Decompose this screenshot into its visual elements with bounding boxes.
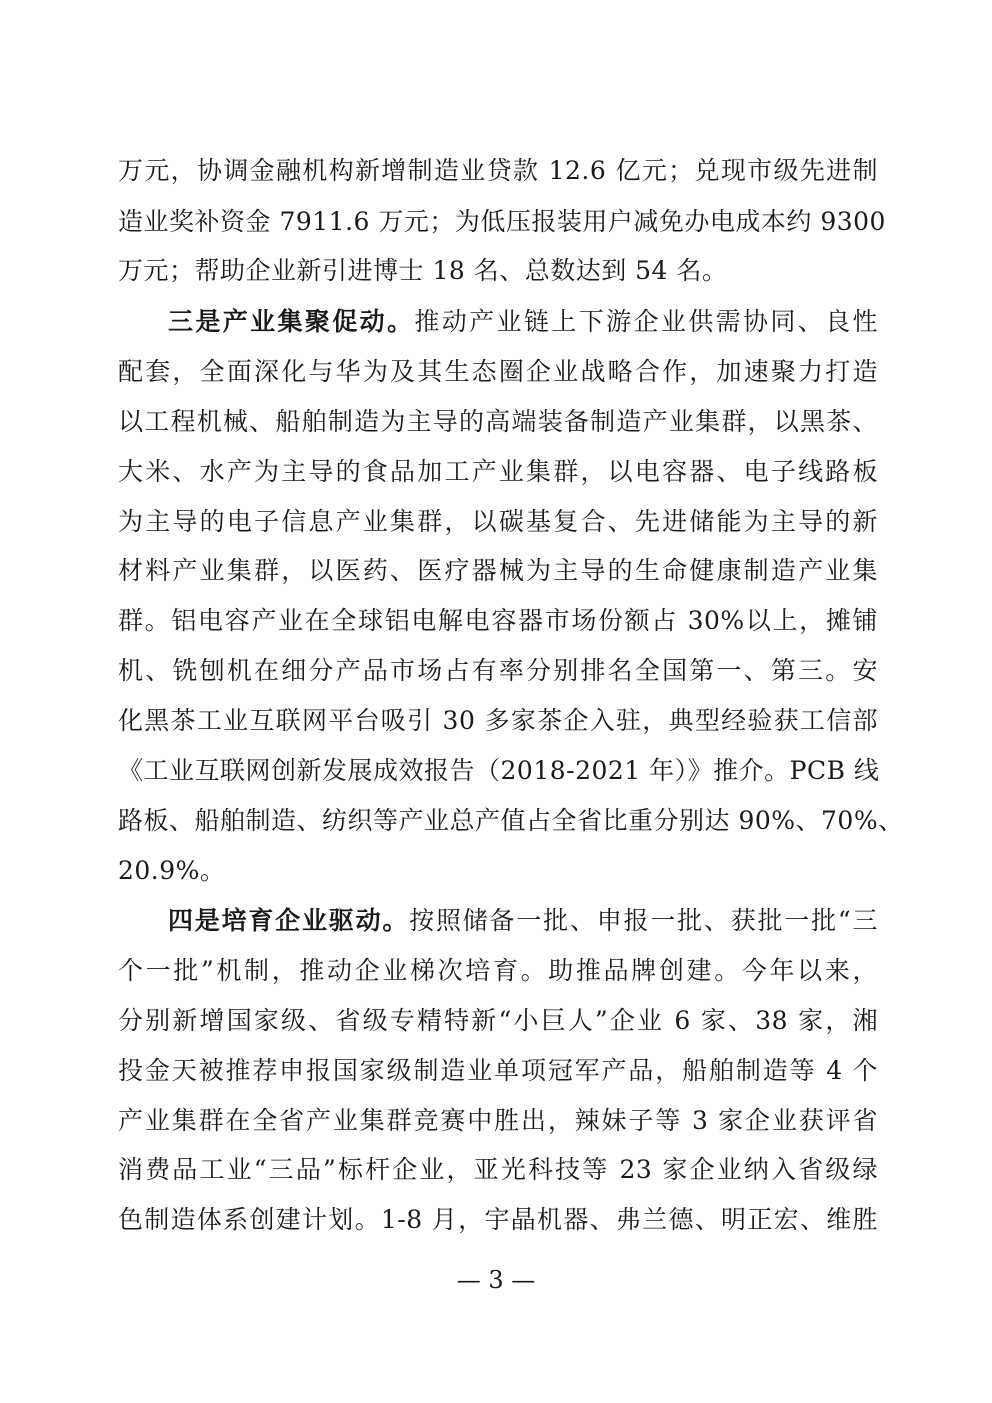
text-line: 《工业互联网创新发展成效报告（2018-2021 年）》推介。PCB 线 (118, 756, 880, 785)
text-line: 化黑茶工业互联网平台吸引 30 多家茶企入驻，典型经验获工信部 (118, 706, 878, 735)
text-line: 路板、船舶制造、纺织等产业总产值占全省比重分别达 90%、70%、 (118, 806, 904, 835)
section-lead: 三是产业集聚促动。 (168, 307, 415, 336)
text-line: 20.9%。 (118, 856, 226, 885)
text-line: 机、铣刨机在细分产品市场占有率分别排名全国第一、第三。安 (118, 656, 878, 685)
text-line: 以工程机械、船舶制造为主导的高端装备制造产业集群，以黑茶、 (118, 407, 878, 436)
text-line: 为主导的电子信息产业集群，以碳基复合、先进储能为主导的新 (118, 507, 878, 536)
section-lead: 四是培育企业驱动。 (168, 906, 410, 935)
text-line: 消费品工业“三品”标杆企业，亚光科技等 23 家企业纳入省级绿 (118, 1155, 878, 1184)
text-line: 分别新增国家级、省级专精特新“小巨人”企业 6 家、38 家，湘 (118, 1006, 878, 1035)
text-line: 群。铝电容产业在全球铝电解电容器市场份额占 30%以上，摊铺 (118, 606, 878, 635)
text-line: 产业集群在全省产业集群竞赛中胜出，辣妹子等 3 家企业获评省 (118, 1106, 878, 1135)
text-line: 造业奖补资金 7911.6 万元；为低压报装用户减免办电成本约 9300 (118, 207, 886, 236)
text-line: 投金天被推荐申报国家级制造业单项冠军产品，船舶制造等 4 个 (118, 1056, 878, 1085)
text-line: 万元；帮助企业新引进博士 18 名、总数达到 54 名。 (118, 256, 728, 285)
text-line: 万元，协调金融机构新增制造业贷款 12.6 亿元；兑现市级先进制 (118, 156, 878, 185)
text-line: 大米、水产为主导的食品加工产业集群，以电容器、电子线路板 (118, 457, 878, 486)
page-number: — 3 — (456, 1266, 536, 1294)
paragraph-heading-line: 四是培育企业驱动。按照储备一批、申报一批、获批一批“三 (168, 906, 878, 935)
text-line: 个一批”机制，推动企业梯次培育。助推品牌创建。今年以来， (118, 956, 878, 985)
text-line: 材料产业集群，以医药、医疗器械为主导的生命健康制造产业集 (118, 556, 878, 585)
text-line: 配套，全面深化与华为及其生态圈企业战略合作，加速聚力打造 (118, 357, 878, 386)
text-line: 色制造体系创建计划。1-8 月，宇晶机器、弗兰德、明正宏、维胜 (118, 1205, 878, 1234)
paragraph-heading-line: 三是产业集聚促动。推动产业链上下游企业供需协同、良性 (168, 307, 878, 336)
